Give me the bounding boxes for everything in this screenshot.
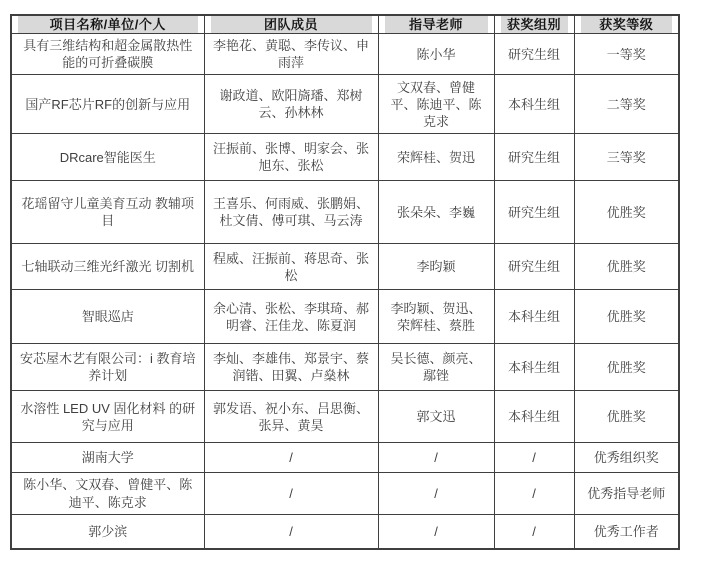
cell-project: 陈小华、文双春、曾健平、陈迪平、陈克求 [11,473,204,514]
cell-group: 本科生组 [494,290,574,344]
cell-project: 湖南大学 [11,443,204,473]
table-row [11,473,679,514]
cell-advisors: 陈小华 [378,34,494,75]
cell-members: 郭发语、祝小东、吕思衡、张异、黄昊 [204,391,378,443]
cell-advisors: 文双春、曾健平、陈迪平、陈克求 [378,75,494,134]
cell-project: 智眼巡店 [11,290,204,344]
cell-members: 李灿、李雄伟、郑景宇、蔡润锴、田翼、卢燊林 [204,344,378,391]
cell-award: 三等奖 [574,134,679,181]
cell-advisors: / [378,443,494,473]
cell-award: 优秀组织奖 [574,443,679,473]
cell-members: 王喜乐、何雨威、张鹏娟、杜文倩、傅可琪、马云涛 [204,181,378,244]
cell-group: / [494,514,574,549]
cell-award: 优秀指导老师 [574,473,679,514]
column-header-project-label: 项目名称/单位/个人 [18,16,198,33]
column-header-award [574,15,679,34]
cell-group: 研究生组 [494,34,574,75]
column-header-award-label: 获奖等级 [581,16,673,33]
cell-members: 程威、汪振前、蒋思奇、张松 [204,244,378,290]
cell-award: 优胜奖 [574,244,679,290]
cell-award: 优胜奖 [574,181,679,244]
cell-project: 水溶性 LED UV 固化材料 的研究与应用 [11,391,204,443]
cell-group: 本科生组 [494,75,574,134]
cell-members: 谢政道、欧阳旖璠、郑树云、孙林林 [204,75,378,134]
cell-award: 优秀工作者 [574,514,679,549]
cell-advisors: / [378,514,494,549]
cell-group: / [494,443,574,473]
cell-advisors: 荣辉桂、贺迅 [378,134,494,181]
cell-members: / [204,473,378,514]
cell-group: 本科生组 [494,391,574,443]
cell-award: 优胜奖 [574,344,679,391]
cell-award: 一等奖 [574,34,679,75]
cell-project: DRcare智能医生 [11,134,204,181]
awards-table [10,14,680,550]
cell-project: 花瑶留守儿童美育互动 教辅项目 [11,181,204,244]
table-row [11,344,679,391]
table-row [11,34,679,75]
cell-project: 具有三维结构和超金属散热性能的可折叠碳膜 [11,34,204,75]
header-row [11,15,679,34]
table-row [11,290,679,344]
column-header-advisors-label: 指导老师 [385,16,488,33]
column-header-project [11,15,204,34]
cell-advisors: / [378,473,494,514]
cell-advisors: 李昀颖、贺迅、荣辉桂、蔡胜 [378,290,494,344]
cell-group: 本科生组 [494,344,574,391]
cell-award: 优胜奖 [574,290,679,344]
cell-project: 安芯屋木艺有限公司：i 教育培养计划 [11,344,204,391]
table-row [11,244,679,290]
cell-project: 郭少滨 [11,514,204,549]
cell-advisors: 张朵朵、李巍 [378,181,494,244]
cell-members: 李艳花、黄聪、李传议、申雨萍 [204,34,378,75]
cell-award: 二等奖 [574,75,679,134]
column-header-members-label: 团队成员 [211,16,372,33]
table-row [11,514,679,549]
cell-project: 国产RF芯片RF的创新与应用 [11,75,204,134]
cell-members: / [204,514,378,549]
table-row [11,391,679,443]
column-header-group-label: 获奖组别 [501,16,568,33]
cell-group: 研究生组 [494,244,574,290]
cell-project: 七轴联动三维光纤激光 切割机 [11,244,204,290]
table-row [11,134,679,181]
cell-members: / [204,443,378,473]
cell-advisors: 李昀颖 [378,244,494,290]
column-header-group [494,15,574,34]
cell-group: 研究生组 [494,134,574,181]
table-row [11,75,679,134]
cell-award: 优胜奖 [574,391,679,443]
column-header-advisors [378,15,494,34]
cell-members: 余心清、张松、李琪琦、郝明睿、汪佳龙、陈夏润 [204,290,378,344]
column-header-members [204,15,378,34]
cell-group: / [494,473,574,514]
cell-group: 研究生组 [494,181,574,244]
cell-advisors: 郭文迅 [378,391,494,443]
cell-advisors: 吴长德、颜亮、鄢锉 [378,344,494,391]
table-row [11,443,679,473]
table-row [11,181,679,244]
cell-members: 汪振前、张博、明家会、张旭东、张松 [204,134,378,181]
